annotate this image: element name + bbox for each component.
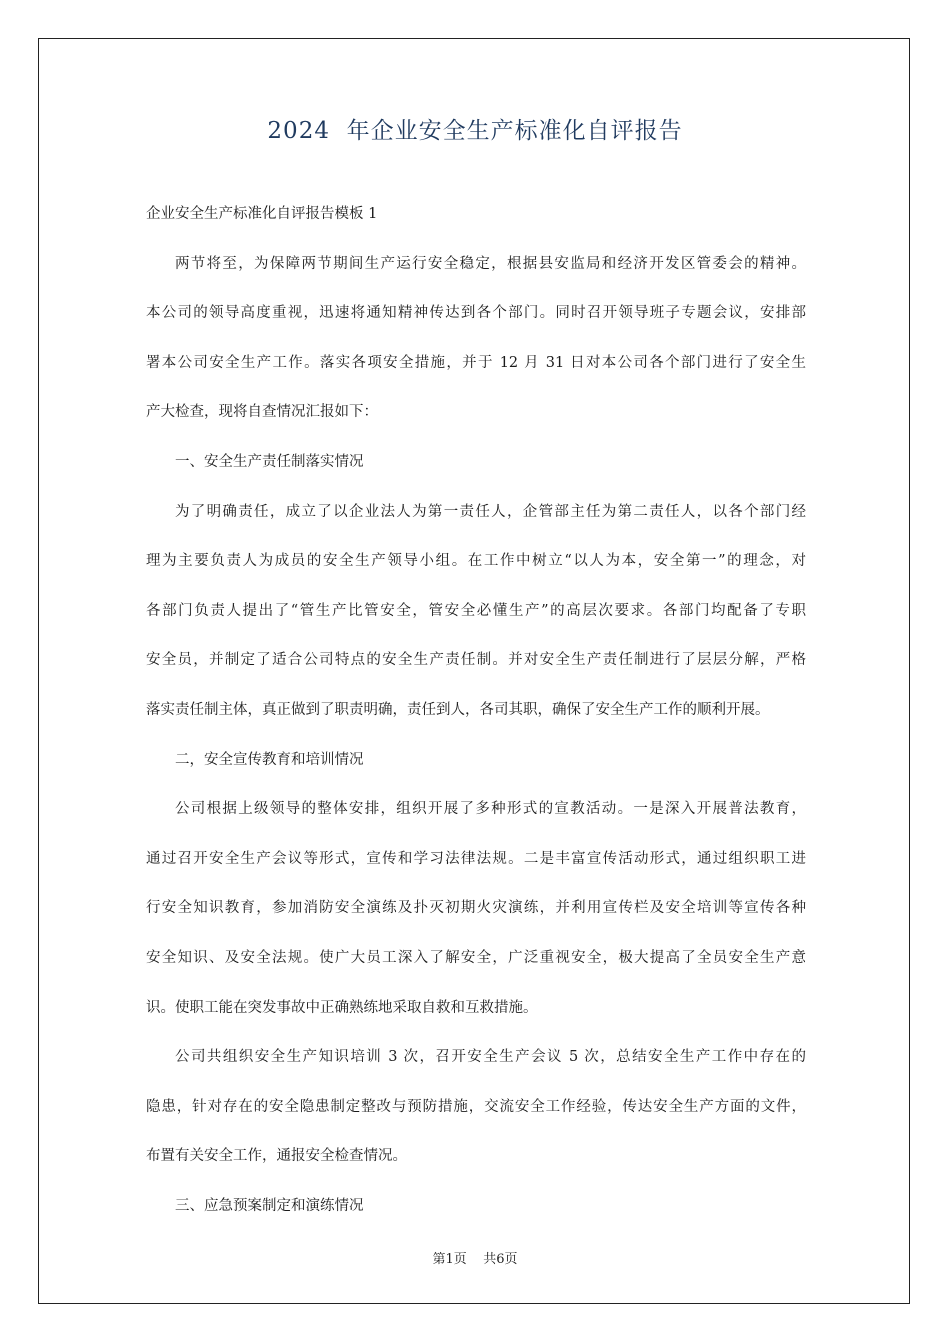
paragraph-line: 识。使职工能在突发事故中正确熟练地采取自救和互救措施。 [146, 999, 538, 1016]
section-heading: 二，安全宣传教育和培训情况 [175, 751, 364, 768]
page-number-footer: 第1页 共6页 [432, 1252, 518, 1267]
paragraph-line: 各部门负责人提出了“管生产比管安全，管安全必懂生产”的高层次要求。各部门均配备了专职 [146, 602, 806, 619]
paragraph-line: 署本公司安全生产工作。落实各项安全措施，并于 12 月 31 日对本公司各个部门进行了安全生 [146, 354, 806, 371]
paragraph-line: 落实责任制主体，真正做到了职责明确，责任到人，各司其职，确保了安全生产工作的顺利开展。 [146, 701, 770, 718]
section-heading: 一、安全生产责任制落实情况 [175, 453, 364, 470]
paragraph-line: 安全员，并制定了适合公司特点的安全生产责任制。并对安全生产责任制进行了层层分解，严格 [146, 652, 806, 669]
section-subtitle: 企业安全生产标准化自评报告模板 1 [146, 206, 378, 222]
paragraph-line: 产大检查，现将自查情况汇报如下： [146, 404, 378, 421]
document-title: 2024 年企业安全生产标准化自评报告 [267, 118, 683, 144]
paragraph-line: 布置有关安全工作，通报安全检查情况。 [146, 1148, 407, 1165]
paragraph-line: 本公司的领导高度重视，迅速将通知精神传达到各个部门。同时召开领导班子专题会议，安排部 [146, 305, 806, 322]
paragraph-line: 通过召开安全生产会议等形式，宣传和学习法律法规。二是丰富宣传活动形式，通过组织职工进 [146, 850, 806, 867]
paragraph-line: 两节将至，为保障两节期间生产运行安全稳定，根据县安监局和经济开发区管委会的精神。 [175, 255, 806, 272]
paragraph-line: 隐患，针对存在的安全隐患制定整改与预防措施，交流安全工作经验，传达安全生产方面的文件， [146, 1098, 806, 1115]
paragraph-line: 安全知识、及安全法规。使广大员工深入了解安全，广泛重视安全，极大提高了全员安全生产意 [146, 949, 806, 966]
paragraph-line: 理为主要负责人为成员的安全生产领导小组。在工作中树立“以人为本，安全第一”的理念，对 [146, 553, 806, 570]
paragraph-line: 行安全知识教育，参加消防安全演练及扑灭初期火灾演练，并利用宣传栏及安全培训等宣传各种 [146, 900, 806, 917]
section-heading: 三、应急预案制定和演练情况 [175, 1197, 364, 1214]
paragraph-line: 为了明确责任，成立了以企业法人为第一责任人，企管部主任为第二责任人，以各个部门经 [175, 503, 806, 520]
document-body [146, 200, 806, 1241]
paragraph-line: 公司共组织安全生产知识培训 3 次，召开安全生产会议 5 次，总结安全生产工作中存在的 [175, 1049, 806, 1066]
paragraph-line: 公司根据上级领导的整体安排，组织开展了多种形式的宣教活动。一是深入开展普法教育， [175, 801, 806, 818]
